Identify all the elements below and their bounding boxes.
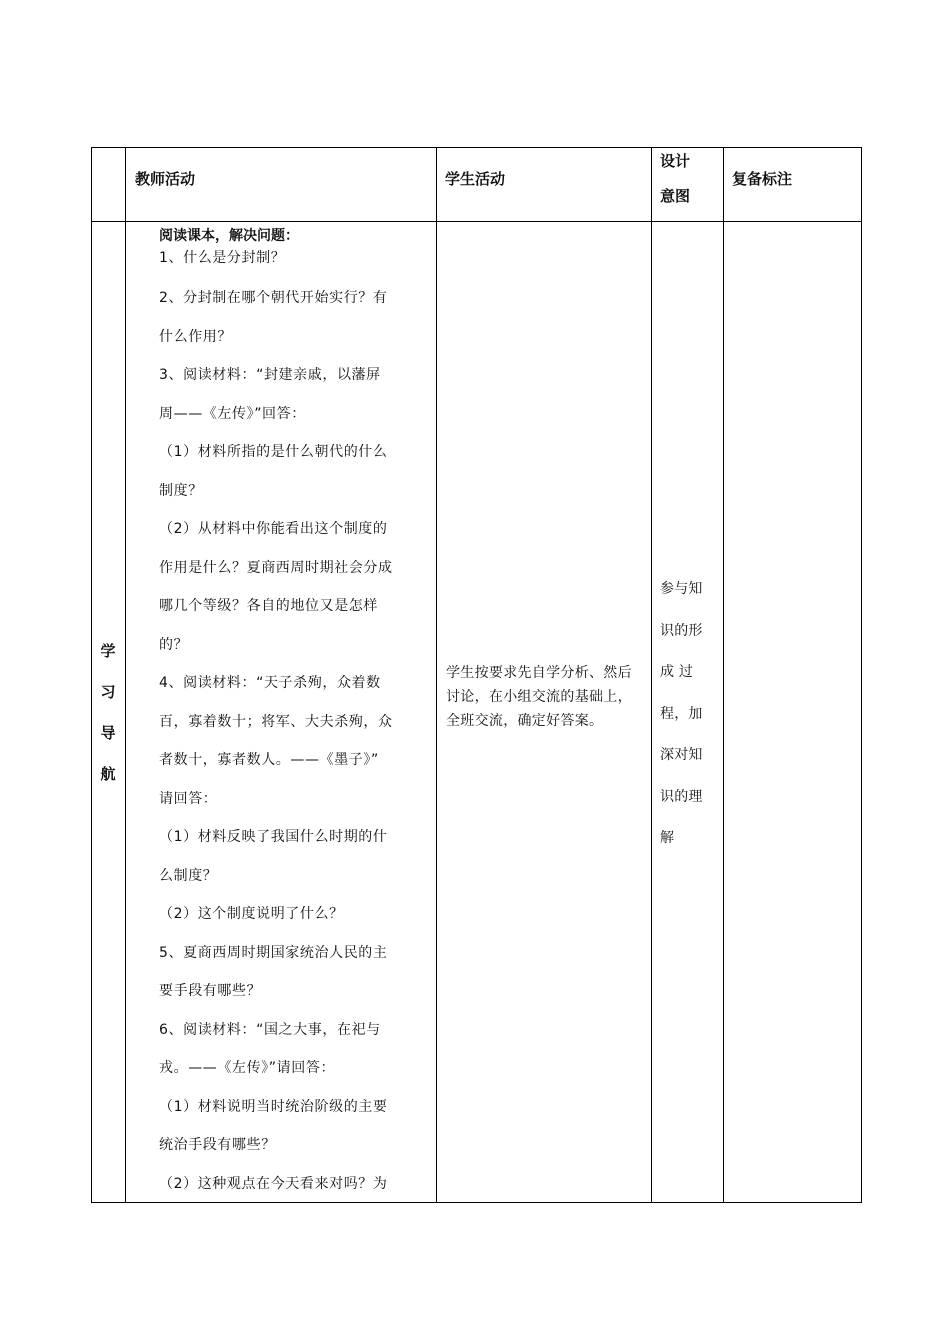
table-border-right	[861, 147, 862, 1203]
teacher-activity-line: 要手段有哪些？	[159, 983, 262, 999]
section-label-char: 航	[100, 764, 116, 783]
teacher-activity-line: 者数十，寡者数人。——《墨子》”	[159, 752, 379, 768]
teacher-activity-line: 戎。——《左传》”请回答：	[159, 1060, 336, 1076]
header-revision-notes: 复备标注	[732, 170, 793, 188]
design-intent-line: 成 过	[660, 664, 694, 680]
header-design-intent-line2: 意图	[660, 187, 691, 205]
column-divider	[723, 147, 724, 1203]
design-intent-cell	[660, 569, 722, 860]
header-design-intent-line1: 设计	[660, 152, 691, 170]
teacher-activity-line: 3、阅读材料：“封建亲戚，以藩屏	[159, 367, 381, 383]
teacher-activity-line: 1、什么是分封制？	[159, 250, 286, 266]
header-student-activity: 学生活动	[445, 170, 506, 188]
teacher-activity-line: （2）从材料中你能看出这个制度的	[159, 521, 388, 537]
teacher-activity-line: 什么作用？	[159, 328, 232, 345]
teacher-activity-line: 么制度？	[159, 867, 218, 884]
teacher-activity-line: 百，寡着数十；将军、大夫杀殉，众	[159, 713, 393, 730]
design-intent-line: 参与知	[660, 581, 703, 597]
teacher-activity-line: 请回答：	[159, 790, 218, 807]
teacher-activity-cell	[127, 225, 437, 1203]
teacher-activity-line: 周——《左传》”回答：	[159, 405, 306, 422]
teacher-activity-line: 的？	[159, 636, 189, 653]
teacher-activity-line: 哪几个等级？各自的地位又是怎样	[159, 598, 378, 614]
header-teacher-activity: 教师活动	[135, 170, 196, 188]
column-divider	[125, 147, 126, 1203]
student-activity-cell: 学生按要求先自学分析、然后讨论，在小组交流的基础上，全班交流，确定好答案。	[446, 665, 632, 729]
design-intent-line: 程，加	[660, 705, 703, 722]
teacher-activity-line: （1）材料说明当时统治阶级的主要	[159, 1098, 388, 1115]
design-intent-line: 深对知	[660, 747, 703, 763]
design-intent-line: 识的理	[660, 788, 703, 805]
teacher-activity-line: 2、分封制在哪个朝代开始实行？有	[159, 290, 388, 306]
header-row-divider	[91, 221, 862, 222]
teacher-activity-line: 制度？	[159, 482, 203, 499]
section-label-learning-guide	[91, 222, 125, 1203]
design-intent-line: 识的形	[660, 622, 703, 639]
teacher-activity-line: 作用是什么？夏商西周时期社会分成	[159, 559, 393, 576]
teacher-activity-line: （2）这种观点在今天看来对吗？为	[159, 1175, 388, 1192]
teacher-activity-line: （2）这个制度说明了什么？	[159, 906, 344, 922]
section-label-char: 导	[100, 723, 116, 742]
section-label-char: 学	[100, 641, 116, 660]
teacher-activity-lead: 阅读课本，解决问题：	[159, 228, 299, 244]
teacher-activity-line: 统治手段有哪些？	[159, 1137, 276, 1153]
design-intent-line: 解	[660, 830, 675, 846]
teacher-activity-line: （1）材料所指的是什么朝代的什么	[159, 444, 388, 460]
teacher-activity-line: 6、阅读材料：“国之大事，在祀与	[159, 1021, 381, 1038]
teacher-activity-line: 5、夏商西周时期国家统治人民的主	[159, 944, 388, 961]
section-label-char: 习	[100, 682, 116, 701]
teacher-activity-line: 4、阅读材料：“天子杀殉，众着数	[159, 675, 381, 691]
teacher-activity-line: （1）材料反映了我国什么时期的什	[159, 829, 388, 845]
lesson-plan-table	[91, 147, 862, 1203]
column-divider	[651, 147, 652, 1203]
table-border-top	[91, 147, 862, 148]
